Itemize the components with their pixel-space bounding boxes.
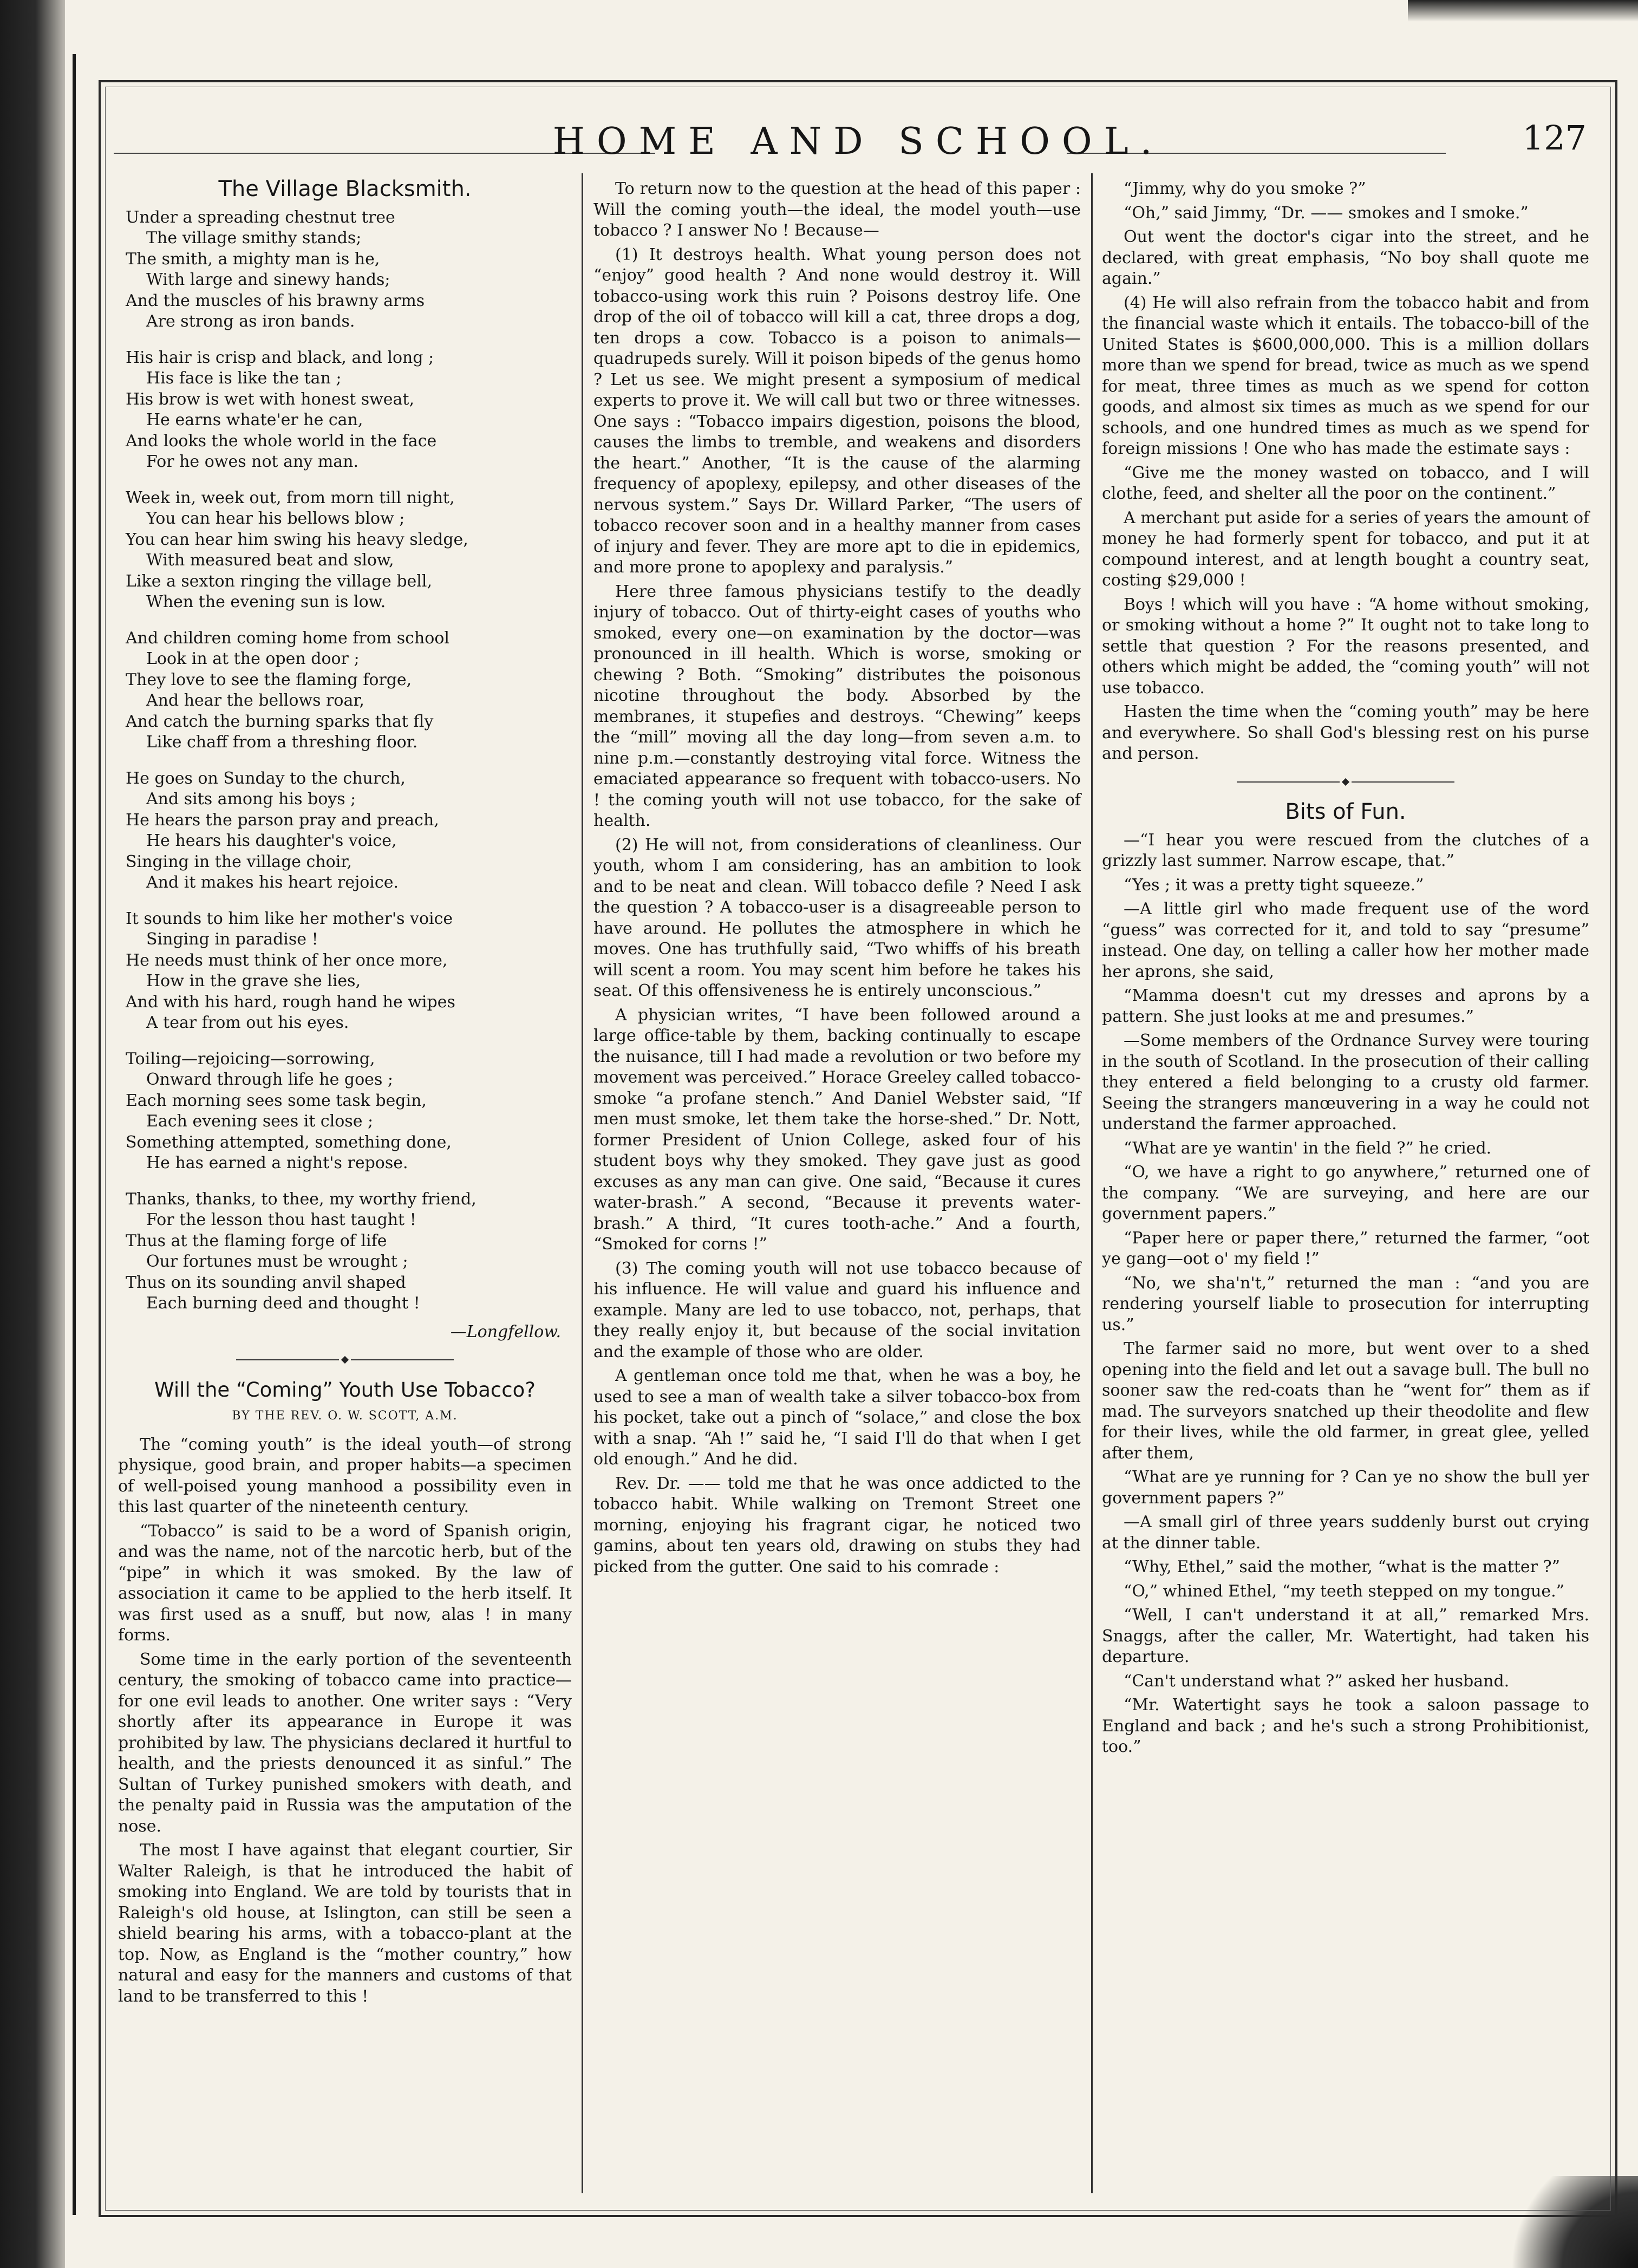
paragraph: “Oh,” said Jimmy, “Dr. —— smokes and I smoke.”: [1124, 203, 1529, 223]
poem-line: Like a sexton ringing the village bell,: [126, 571, 433, 591]
poem-line: They love to see the flaming forge,: [126, 670, 412, 689]
paragraph: “Can't understand what ?” asked her husband.: [1124, 1671, 1510, 1691]
poem-line: Toiling—rejoicing—sorrowing,: [126, 1049, 375, 1068]
poem-line: It sounds to him like her mother's voice: [126, 909, 453, 928]
poem-line: With large and sinewy hands;: [146, 270, 390, 289]
poem-line: And the muscles of his brawny arms: [126, 291, 425, 310]
paragraph: Here three famous physicians testify to the deadly injury of tobacco. Out of thirty-eight cases of youths who smoked, every one—on examination by the doctor—was pronounced in ill health. Which is worse, smoking or chewing ? Both. “Smoking” distributes the poisonous nicotine throughout the body. Absorbed by the membranes, it stupefies and destroys. “Chewing” keeps the “mill” moving all the day long—from seven a.m. to nine p.m.—constantly destroying vital force. Witness the emaciated appearance so frequent with tobacco-users. No ! the coming youth will not use tobacco, for the sake of health.: [593, 582, 1081, 830]
scan-shadow: [1408, 0, 1638, 22]
poem-line: And with his hard, rough hand he wipes: [126, 992, 455, 1012]
poem-stanza: [126, 207, 572, 333]
column-rule-2: [1091, 173, 1093, 2193]
paragraph: The “coming youth” is the ideal youth—of strong physique, good brain, and proper habits—a specimen of well-poised young manhood a possibility even in this last quarter of the nineteenth century.: [118, 1435, 572, 1516]
poem-line: And catch the burning sparks that fly: [126, 712, 434, 731]
poem-line: Onward through life he goes ;: [146, 1070, 393, 1089]
poem-stanza: [126, 628, 572, 753]
running-title: HOME AND SCHOOL.: [552, 120, 1164, 163]
paragraph: “O, we have a right to go anywhere,” returned one of the company. “We are surveying, and here are our government papers.”: [1102, 1163, 1589, 1223]
poem-line: Singing in the village choir,: [126, 852, 352, 871]
paragraph: Out went the doctor's cigar into the street, and he declared, with great emphasis, “No boy shall quote me again.”: [1102, 227, 1589, 288]
book-binding-edge: [0, 0, 65, 2268]
article-title: Will the “Coming” Youth Use Tobacco?: [154, 1378, 536, 1402]
poem-line: Thanks, thanks, to thee, my worthy friend,: [126, 1189, 477, 1209]
paragraph: Hasten the time when the “coming youth” may be here and everywhere. So shall God's blessing rest on his purse and person.: [1102, 702, 1589, 763]
article-byline: BY THE REV. O. W. SCOTT, A.M.: [232, 1409, 458, 1423]
poem-line: For he owes not any man.: [146, 452, 359, 471]
poem-line: And sits among his boys ;: [146, 790, 356, 809]
poem-stanza: [126, 768, 572, 894]
column-3: [1102, 179, 1589, 1761]
paragraph: Some time in the early portion of the seventeenth century, the smoking of tobacco came into practice—for one evil leads to another. One writer says : “Very shortly after its appearance in Europe it was prohibited by law. The physicians declared it hurtful to health, and the priests denounced it as sinful.” The Sultan of Turkey punished smokers with death, and the penalty paid in Russia was the amputation of the nose.: [118, 1650, 572, 1836]
paragraph: “Why, Ethel,” said the mother, “what is the matter ?”: [1124, 1557, 1560, 1576]
poem-title: The Village Blacksmith.: [218, 177, 472, 201]
poem-line: You can hear his bellows blow ;: [146, 509, 405, 528]
paragraph: “O,” whined Ethel, “my teeth stepped on my tongue.”: [1124, 1581, 1564, 1601]
paragraph: “What are ye wantin' in the field ?” he cried.: [1124, 1138, 1492, 1158]
paragraph: “Jimmy, why do you smoke ?”: [1124, 179, 1366, 198]
poem-line: Are strong as iron bands.: [146, 312, 355, 331]
paragraph: “What are ye running for ? Can ye no show the bull yer government papers ?”: [1102, 1468, 1589, 1508]
page-header: [114, 114, 1603, 168]
poem-stanza: [126, 1049, 572, 1174]
fun-text: [1102, 830, 1589, 1758]
poem-line: His brow is wet with honest sweat,: [126, 389, 414, 409]
poem-line: Look in at the open door ;: [146, 649, 360, 668]
poem-line: Each burning deed and thought !: [146, 1294, 420, 1313]
paragraph: “Mr. Watertight says he took a saloon passage to England and back ; and he's such a strong Prohibitionist, too.”: [1102, 1696, 1589, 1756]
poem-line: He hears the parson pray and preach,: [126, 810, 439, 830]
poem-line: With measured beat and slow,: [146, 551, 394, 570]
paragraph: Boys ! which will you have : “A home without smoking, or smoking without a home ?” It ought not to take long to settle that question ? For the reasons presented, and others which might be added, the “coming youth” will not use tobacco.: [1102, 595, 1589, 698]
poem-line: He needs must think of her once more,: [126, 950, 448, 970]
column-2: [593, 179, 1081, 1581]
poem-line: Under a spreading chestnut tree: [126, 207, 395, 227]
poem-line: For the lesson thou hast taught !: [146, 1210, 416, 1229]
poem-line: He has earned a night's repose.: [146, 1153, 408, 1172]
poem-attribution: —Longfellow.: [450, 1322, 561, 1341]
article-text-col2: [593, 179, 1081, 1578]
paragraph: “Well, I can't understand it at all,” remarked Mrs. Snaggs, after the caller, Mr. Watertight, had taken his departure.: [1102, 1606, 1589, 1666]
poem-line: You can hear him swing his heavy sledge,: [126, 530, 468, 549]
poem-line: And children coming home from school: [126, 628, 450, 648]
article-text-col3: [1102, 179, 1589, 765]
fun-title: Bits of Fun.: [1285, 799, 1406, 824]
poem-line: Each morning sees some task begin,: [126, 1091, 427, 1110]
poem-stanza: [126, 1189, 572, 1314]
poem-stanza: [126, 348, 572, 473]
poem-line: Thus at the flaming forge of life: [126, 1231, 387, 1250]
poem-line: Something attempted, something done,: [126, 1132, 452, 1152]
paragraph: —Some members of the Ordnance Survey were touring in the south of Scotland. In the prosecution of their calling they entered a field belonging to a crusty old farmer. Seeing the strangers manœuvering in a way he could not understand the farmer approached.: [1102, 1031, 1589, 1133]
paragraph: To return now to the question at the head of this paper : Will the coming youth—the ideal, the model youth—use tobacco ? I answer No ! Because—: [593, 179, 1081, 240]
binding-rule: [73, 54, 76, 2215]
poem-line: He earns whate'er he can,: [146, 410, 363, 429]
poem-line: When the evening sun is low.: [146, 592, 386, 611]
poem-stanza: [126, 488, 572, 613]
poem-line: Thus on its sounding anvil shaped: [126, 1273, 406, 1292]
paragraph: A gentleman once told me that, when he was a boy, he used to see a man of wealth take a silver tobacco-box from his pocket, take out a pinch of “solace,” and close the box with a snap. “Ah !” said he, “I said I'll do that when I get old enough.” And he did.: [593, 1366, 1081, 1469]
paragraph: The most I have against that elegant courtier, Sir Walter Raleigh, is that he introduced the habit of smoking into England. We are told by tourists that in Raleigh's old house, at Islington, can still be seen a shield bearing his arms, with a tobacco-plant at the top. Now, as England is the “mother country,” how natural and easy for the manners and customs of that land to be transferred to this !: [118, 1841, 572, 2006]
paragraph: (4) He will also refrain from the tobacco habit and from the financial waste which it entails. The tobacco-bill of the United States is $600,000,000. This is a million dollars more than we spend for bread, twice as much as we spend for meat, three times as much as we spend for cotton goods, and almost six times as much as we spend for our schools, and one hundred times as much as we spend for foreign missions ! One who has made the estimate says :: [1102, 293, 1589, 458]
paragraph: A merchant put aside for a series of years the amount of money he had formerly spent for tobacco, and put it at compound interest, and at length bought a country seat, costing $29,000 !: [1102, 508, 1589, 590]
poem-line: Our fortunes must be wrought ;: [146, 1252, 408, 1271]
article-text-col1: [118, 1435, 572, 2008]
poem-line: Each evening sees it close ;: [146, 1112, 374, 1131]
paragraph: —A little girl who made frequent use of the word “guess” was corrected for it, and told to say “presume” instead. One day, on telling a caller how her mother made her aprons, she said,: [1102, 900, 1589, 981]
section-ornament: [118, 1349, 572, 1370]
paragraph: A physician writes, “I have been followed around a large office-table by them, backing continually to escape the nuisance, till I had made a revolution or two before my movement was perceived.” Horace Greeley called tobacco-smoke “a profane stench.” And Daniel Webster said, “If men must smoke, let them take the horse-shed.” Dr. Nott, former President of Union College, asked four of his student boys why they smoked. They gave just as good excuses as any man can give. One said, “Because it cures water-brash.” A second, “Because it prevents water-brash.” A third, “It cures tooth-ache.” And a fourth, “Smoked for corns !”: [593, 1005, 1081, 1254]
poem-line: And it makes his heart rejoice.: [146, 873, 399, 892]
paragraph: Rev. Dr. —— told me that he was once addicted to the tobacco habit. While walking on Tremont Street one morning, enjoying his fragrant cigar, he noticed two gamins, about ten years old, drawing on stubs they had picked from the gutter. One said to his comrade :: [593, 1474, 1081, 1576]
poem-line: The smith, a mighty man is he,: [126, 249, 380, 269]
section-ornament-2: [1102, 771, 1589, 792]
poem-stanza: [126, 909, 572, 1034]
poem-line: His hair is crisp and black, and long ;: [126, 348, 434, 367]
column-rule-1: [582, 173, 583, 2193]
paragraph: —“I hear you were rescued from the clutches of a grizzly last summer. Narrow escape, that.”: [1102, 830, 1589, 870]
paragraph: (3) The coming youth will not use tobacco because of his influence. He will value and guard his influence and example. Many are led to use tobacco, not, perhaps, that they really enjoy it, but because of the social invitation and the example of those who are older.: [593, 1259, 1081, 1361]
poem-line: Singing in paradise !: [146, 930, 318, 949]
poem-line: How in the grave she lies,: [146, 972, 361, 990]
poem-line: Week in, week out, from morn till night,: [126, 488, 455, 507]
page-number: 127: [1522, 118, 1587, 158]
poem-line: His face is like the tan ;: [146, 369, 342, 388]
paragraph: (2) He will not, from considerations of cleanliness. Our youth, whom I am considering, has an ambition to look and to be neat and clean. Will tobacco defile ? Need I ask the question ? A tobacco-user is a disagreeable person to have around. He pollutes the atmosphere in which he moves. One has truthfully said, “Two whiffs of his breath will scent a room. You may scent him before he takes his seat. Of this offensiveness he is entirely unconscious.”: [593, 835, 1081, 1000]
poem-line: And looks the whole world in the face: [126, 431, 437, 451]
poem-line: Like chaff from a threshing floor.: [146, 733, 418, 752]
paragraph: (1) It destroys health. What young person does not “enjoy” good health ? And none would destroy it. Will tobacco-using work this ruin ? Poisons destroy life. One drop of the oil of tobacco will kill a cat, three drops a dog, ten drops a cow. Tobacco is a poison to animals—quadrupeds surely. Will it poison bipeds of the genus homo ? Let us see. We might present a symposium of medical experts to prove it. We will call but two or three witnesses. One says : “Tobacco impairs digestion, poisons the blood, causes the limbs to tremble, and weakens and disorders the heart.” Another, “It is the cause of the alarming frequency of apoplexy, epilepsy, and other diseases of the nervous system.” Says Dr. Willard Parker, “The users of tobacco recover soon and in a healthy manner from cases of injury and fever. They are more apt to die in epidemics, and more prone to apoplexy and paralysis.”: [593, 245, 1081, 577]
paragraph: “Give me the money wasted on tobacco, and I will clothe, feed, and shelter all the poor on the continent.”: [1102, 463, 1589, 503]
poem-line: He goes on Sunday to the church,: [126, 768, 406, 788]
paragraph: “Paper here or paper there,” returned the farmer, “oot ye gang—oot o' my field !”: [1102, 1228, 1589, 1268]
paragraph: “No, we sha'n't,” returned the man : “and you are rendering yourself liable to prosecution for interrupting us.”: [1102, 1273, 1589, 1334]
paragraph: “Yes ; it was a pretty tight squeeze.”: [1124, 875, 1424, 895]
paragraph: “Mamma doesn't cut my dresses and aprons by a pattern. She just looks at me and presumes.”: [1102, 986, 1589, 1026]
poem-line: The village smithy stands;: [146, 229, 362, 247]
poem-body: [118, 207, 572, 1314]
paragraph: The farmer said no more, but went over to a shed opening into the field and let out a savage bull. The bull no sooner saw the red-coats than he “went for” them as if mad. The surveyors snatched up their theodolite and flew for their lives, while the old farmer, in great glee, yelled after them,: [1102, 1339, 1589, 1463]
poem-line: He hears his daughter's voice,: [146, 831, 397, 850]
poem-line: A tear from out his eyes.: [146, 1013, 349, 1032]
poem-line: And hear the bellows roar,: [146, 691, 364, 710]
paragraph: “Tobacco” is said to be a word of Spanish origin, and was the name, not of the narcotic herb, but of the “pipe” in which it was smoked. By the law of association it came to be applied to the herb itself. It was first used as a snuff, but now, alas ! in many forms.: [118, 1521, 572, 1645]
paragraph: —A small girl of three years suddenly burst out crying at the dinner table.: [1102, 1513, 1589, 1553]
column-1: [118, 179, 572, 2010]
